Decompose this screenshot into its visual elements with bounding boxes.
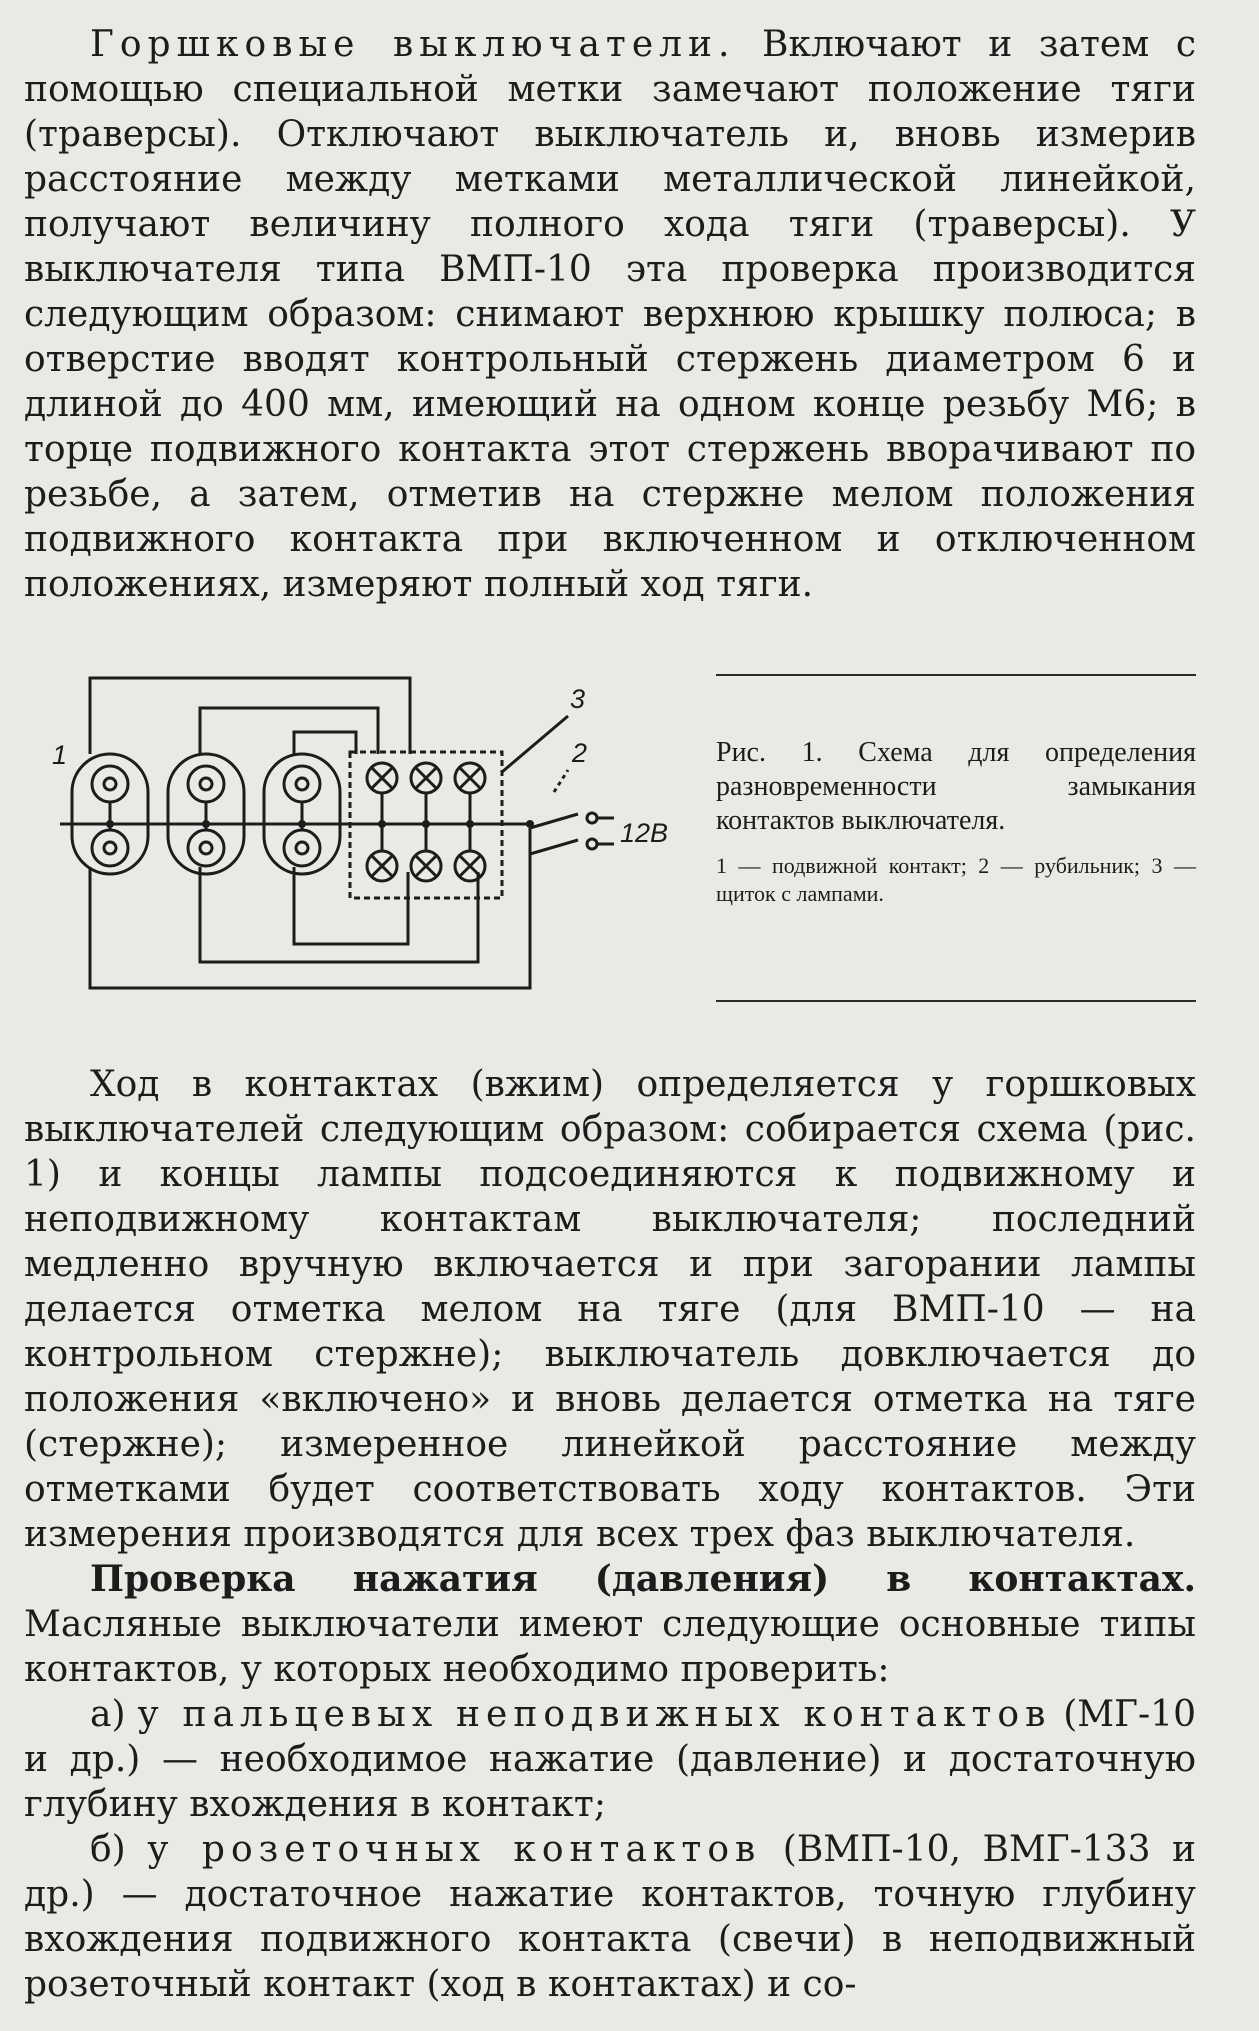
lamp-row-bottom <box>367 851 485 881</box>
contact-top-2 <box>188 766 224 802</box>
spaced-term-pot-switches: Горшковые выключатели. <box>90 24 736 65</box>
circuit-diagram-svg <box>48 672 688 1012</box>
contact-bottom-1 <box>92 830 128 866</box>
circuit-diagram <box>48 672 688 1012</box>
label-3: 3 <box>570 684 586 714</box>
terminal-bottom <box>587 839 597 849</box>
label-2: 2 <box>572 738 588 768</box>
caption-rule-bottom <box>716 1000 1196 1002</box>
caption-title: Рис. 1. Схема для определения разновременности замыкания контактов выключателя. <box>716 737 1196 836</box>
paragraph-1 <box>24 22 1196 607</box>
paragraph-3-text: Масляные выключатели имеют следующие основные типы контактов, у которых необходимо проверить: <box>24 1604 1196 1690</box>
figure-caption <box>716 736 1196 908</box>
contact-bottom-3 <box>284 830 320 866</box>
paragraph-3 <box>24 1557 1196 1692</box>
paragraph-2: Ход в контактах (вжим) определяется у горшковых выключателей следующим образом: собирается схема (рис. 1) и концы лампы подсоединяются к подвижному и неподвижному контактам выключателя; последний медленно вручную включается и при загорании лампы делается отметка мелом на тяге (для ВМП-10 — на контрольном стержне); выключатель довключается до положения «включено» и вновь делается отметка на тяге (стержне); измеренное линейкой расстояние между отметками будет соответствовать ходу контактов. Эти измерения производятся для всех трех фаз выключателя. <box>24 1064 1196 1555</box>
caption-rule-top <box>716 674 1196 676</box>
label-1: 1 <box>52 740 68 770</box>
paragraph-1-text: Включают и затем с помощью специальной метки замечают положение тяги (траверсы). Отключают выключатель и, вновь измерив расстояние между метками металлической линейкой, получают величину полного хода тяги (траверсы). У выключателя типа ВМП-10 эта проверка производится следующим образом: снимают верхнюю крышку полюса; в отверстие вводят контрольный стержень диаметром 6 и длиной до 400 мм, имеющий на одном конце резьбу М6; в торце подвижного контакта этот стержень вворачивают по резьбе, а затем, отметив на стержне мелом положения подвижного контакта при включенном и отключенном положениях, измеряют полный ход тяги. <box>24 24 1196 605</box>
spaced-term-socket-contacts: у розеточных контактов <box>147 1829 762 1870</box>
contact-top-3 <box>284 766 320 802</box>
knife-switch-blade-top <box>530 814 578 828</box>
caption-legend: 1 — подвижной контакт; 2 — рубильник; 3 — щиток с лампами. <box>716 853 1196 906</box>
contact-top-1 <box>92 766 128 802</box>
wire-bottom-middle <box>200 867 478 962</box>
spaced-term-finger-contacts: у пальцевых неподвижных контактов <box>137 1694 1052 1735</box>
knife-switch-blade-bottom <box>530 840 578 854</box>
lamp-row-top <box>367 763 485 793</box>
terminal-top <box>587 813 597 823</box>
list-item-a: а) у пальцевых неподвижных контактов (МГ-10 и др.) — необходимое нажатие (давление) и достаточную глубину вхождения в контакт; <box>24 1694 1196 1825</box>
list-item-b: б) у розеточных контактов (ВМП-10, ВМГ-133 и др.) — достаточное нажатие контактов, точную глубину вхождения подвижного контакта (свечи) в неподвижный розеточный контакт (ход в контактах) и со- <box>24 1829 1196 2005</box>
body-text-lower <box>24 1062 1196 2007</box>
contact-bottom-2 <box>188 830 224 866</box>
wire-top-outer <box>90 678 410 754</box>
section-heading: Проверка нажатия (давления) в контактах. <box>90 1558 1196 1600</box>
voltage-label: 12В <box>620 818 669 848</box>
wire-top-inner <box>294 732 356 754</box>
